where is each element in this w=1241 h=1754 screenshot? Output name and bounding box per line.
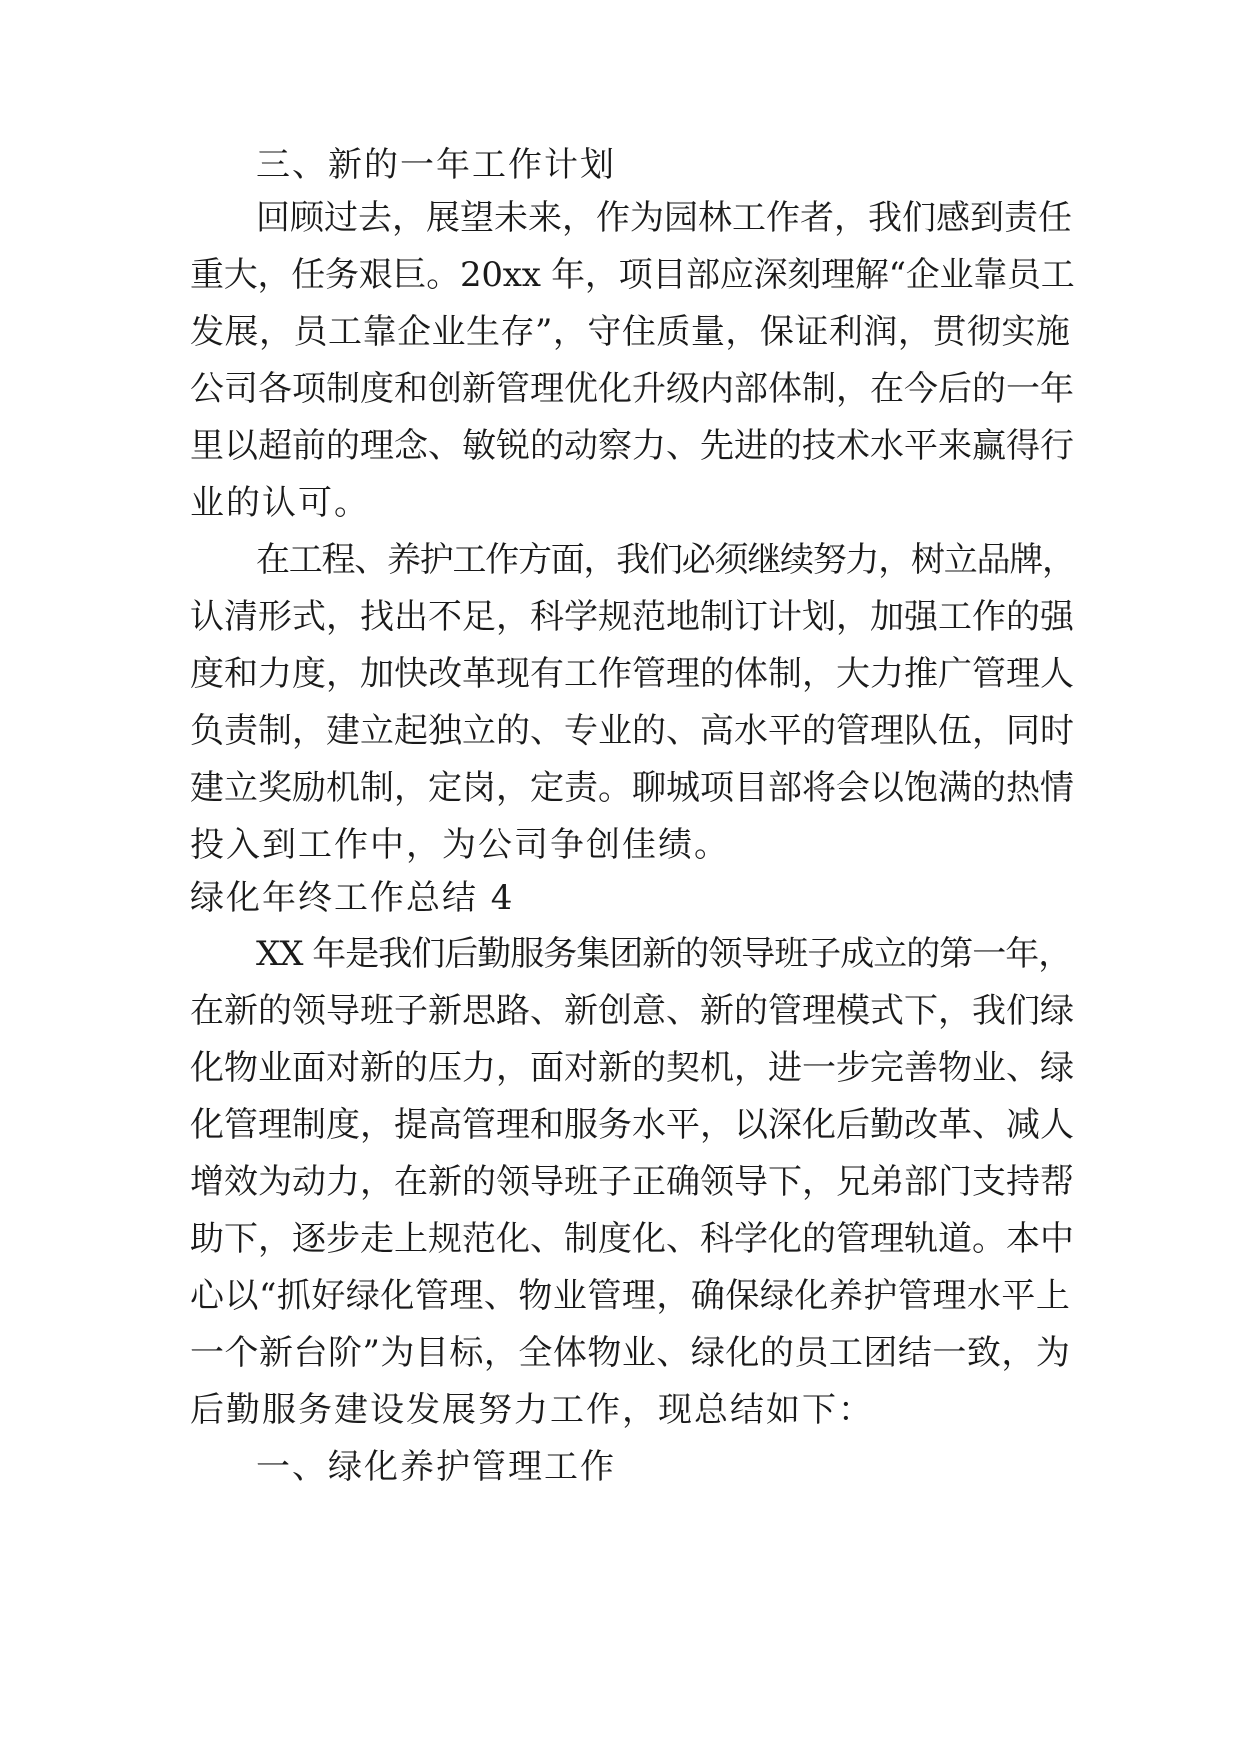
paragraph-line: 助下，逐步走上规范化、制度化、科学化的管理轨道。本中 (190, 1219, 1074, 1259)
paragraph-line: 回顾过去，展望未来，作为园林工作者，我们感到责任 (256, 198, 1072, 238)
paragraph-line: 化物业面对新的压力，面对新的契机，进一步完善物业、绿 (190, 1048, 1074, 1088)
paragraph-line: 建立奖励机制，定岗，定责。聊城项目部将会以饱满的热情 (190, 768, 1074, 808)
paragraph-line: 在工程、养护工作方面，我们必须继续努力，树立品牌， (256, 540, 1075, 580)
paragraph-line: 化管理制度，提高管理和服务水平，以深化后勤改革、减人 (190, 1105, 1074, 1145)
document-title: 绿化年终工作总结 4 (190, 878, 515, 918)
paragraph-line: 重大，任务艰巨。20xx 年，项目部应深刻理解“企业靠员工 (190, 255, 1075, 295)
paragraph-line: 心以“抓好绿化管理、物业管理，确保绿化养护管理水平上 (190, 1276, 1071, 1316)
paragraph-line: 发展，员工靠企业生存”，守住质量，保证利润，贯彻实施 (190, 312, 1071, 352)
paragraph-line: 一个新台阶”为目标，全体物业、绿化的员工团结一致，为 (190, 1333, 1071, 1373)
paragraph-line: 负责制，建立起独立的、专业的、高水平的管理队伍，同时 (190, 711, 1074, 751)
paragraph-line: 认清形式，找出不足，科学规范地制订计划，加强工作的强 (190, 597, 1074, 637)
paragraph-line: 投入到工作中，为公司争创佳绩。 (190, 825, 730, 865)
section-heading: 一、绿化养护管理工作 (256, 1447, 616, 1487)
paragraph-line: 里以超前的理念、敏锐的动察力、先进的技术水平来赢得行 (190, 426, 1074, 466)
paragraph-line: XX 年是我们后勤服务集团新的领导班子成立的第一年， (256, 934, 1072, 974)
paragraph-line: 在新的领导班子新思路、新创意、新的管理模式下，我们绿 (190, 991, 1074, 1031)
section-heading: 三、新的一年工作计划 (256, 145, 616, 185)
paragraph-line: 增效为动力，在新的领导班子正确领导下，兄弟部门支持帮 (190, 1162, 1074, 1202)
paragraph-line: 后勤服务建设发展努力工作，现总结如下： (190, 1390, 874, 1430)
paragraph-line: 公司各项制度和创新管理优化升级内部体制，在今后的一年 (190, 369, 1074, 409)
paragraph-line: 度和力度，加快改革现有工作管理的体制，大力推广管理人 (190, 654, 1074, 694)
paragraph-line: 业的认可。 (190, 483, 370, 523)
